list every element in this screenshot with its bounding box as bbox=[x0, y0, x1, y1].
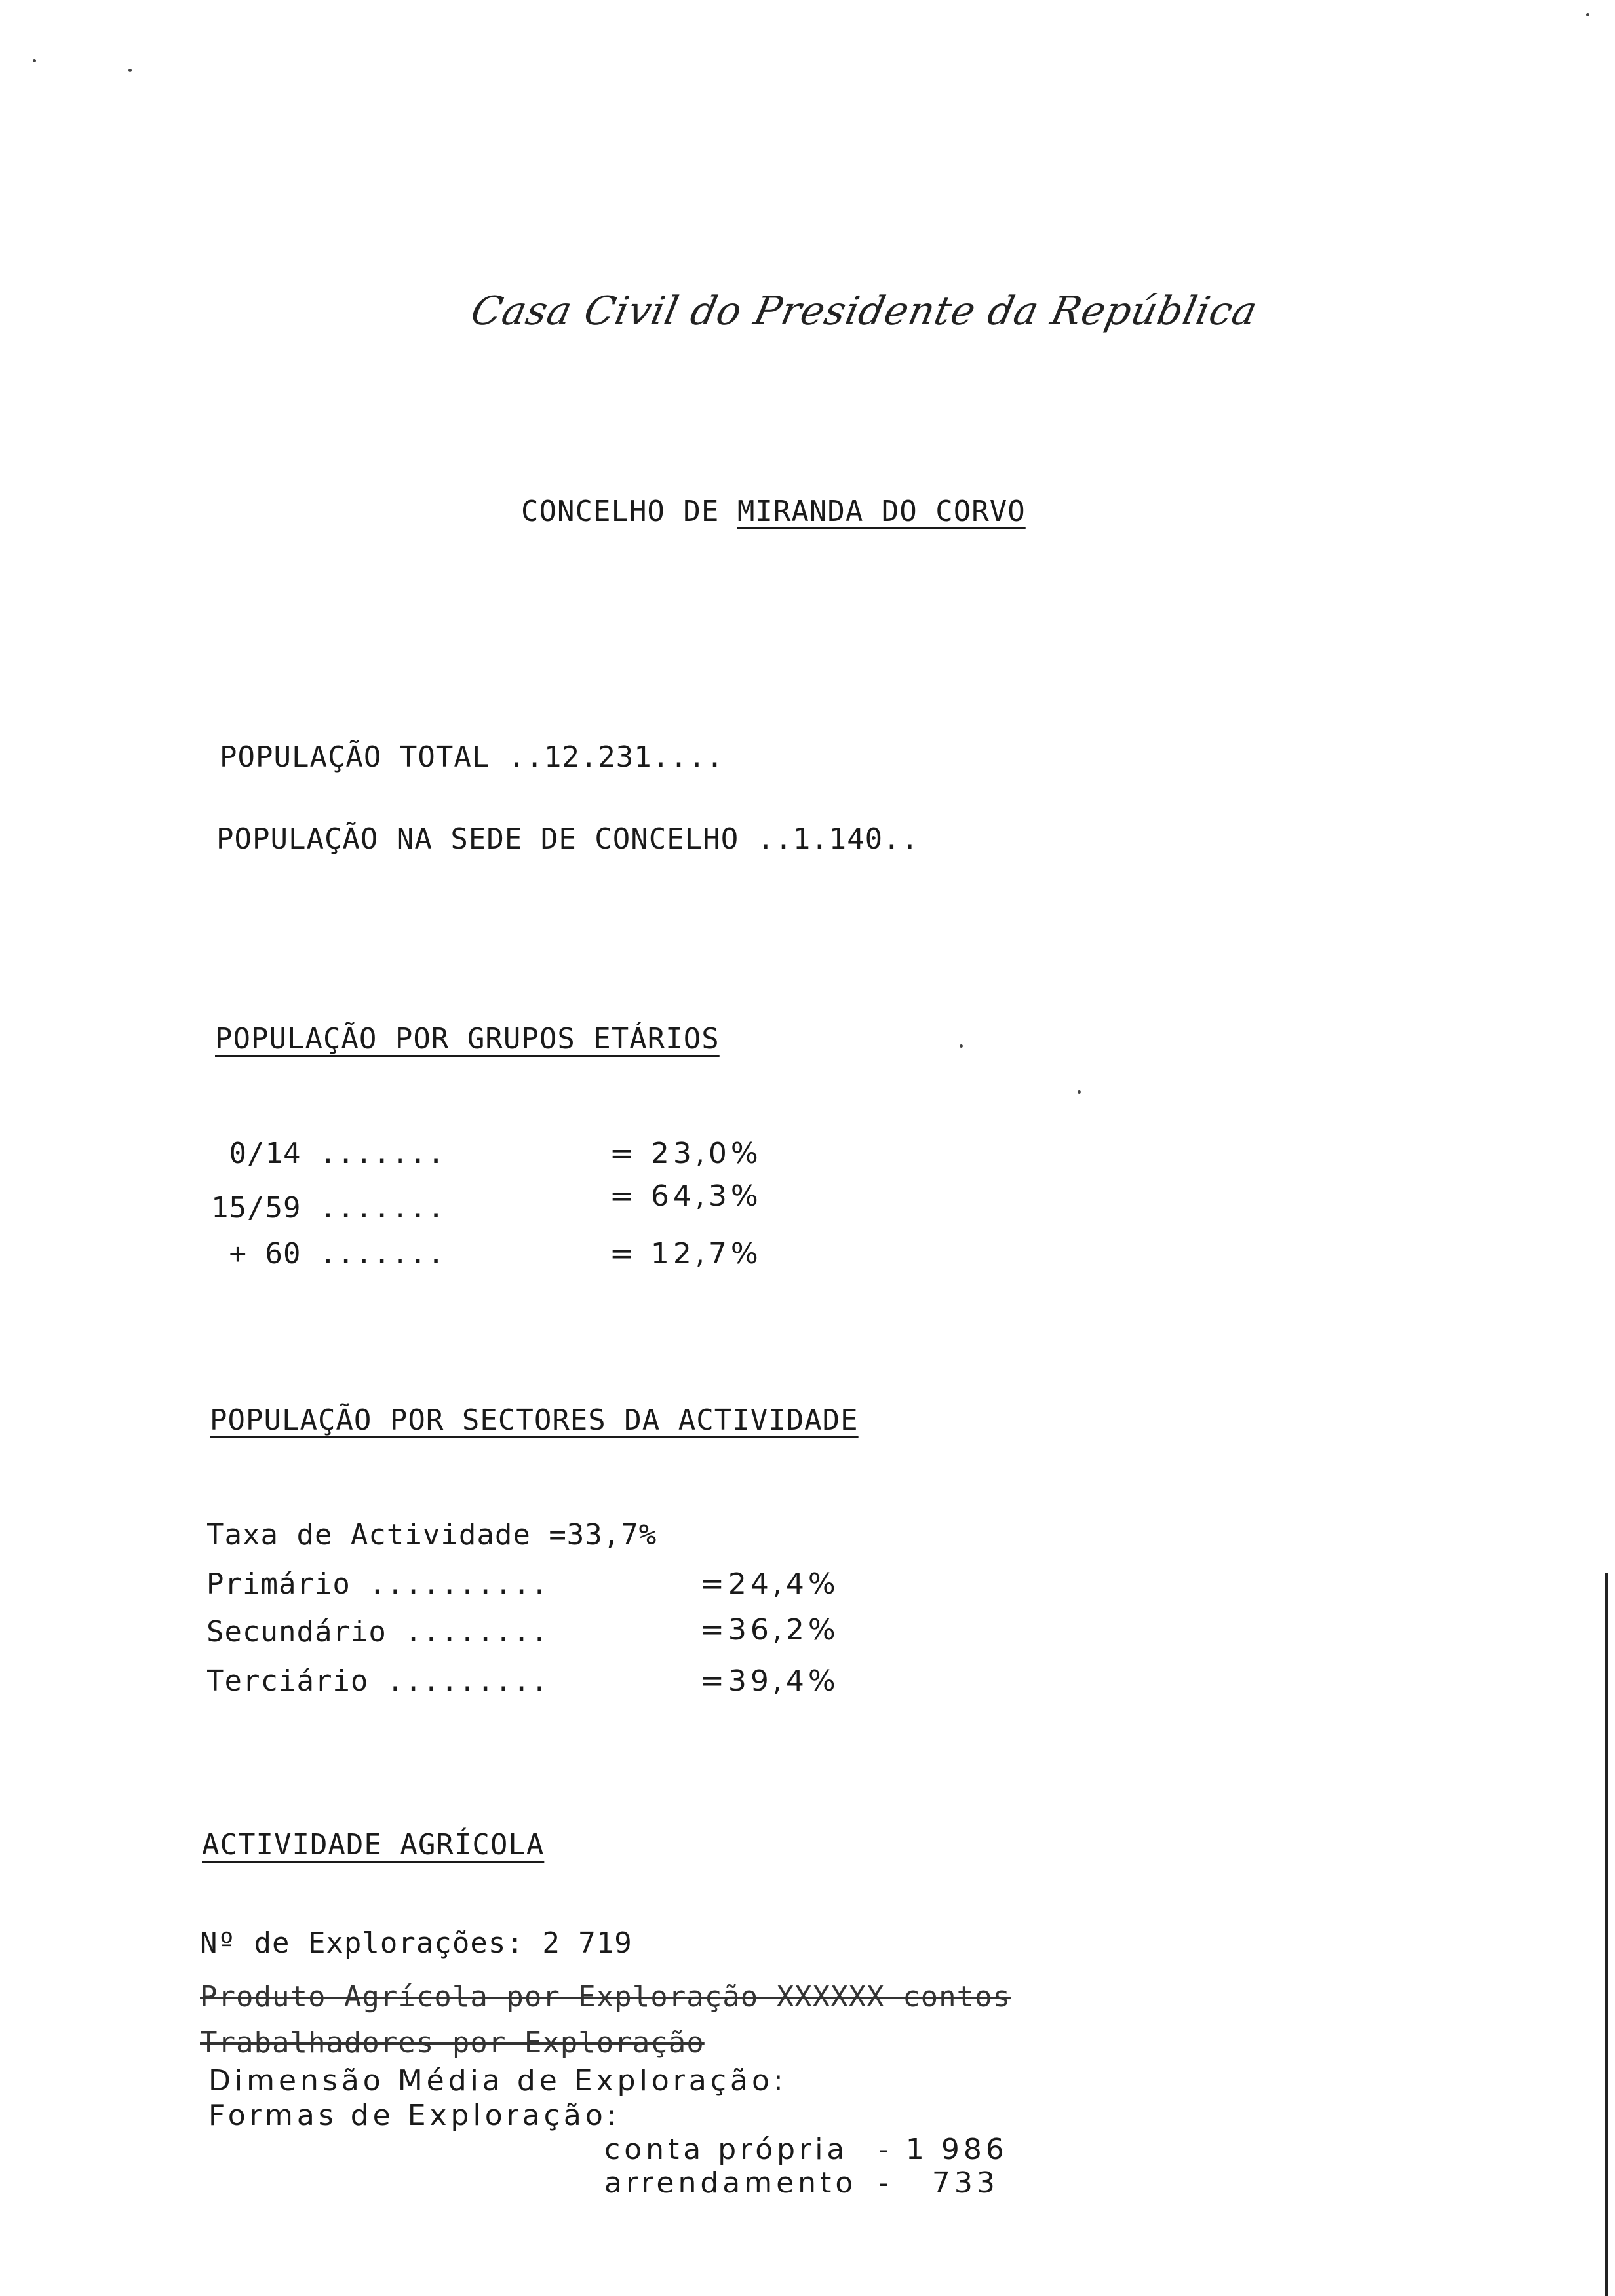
letterhead: Casa Civil do Presidente da República bbox=[467, 288, 1262, 334]
form-row-value: - 1 986 bbox=[878, 2133, 1008, 2166]
total-population-label: POPULAÇÃO TOTAL .. bbox=[220, 740, 544, 774]
sector-row-value: =39,4% bbox=[700, 1664, 840, 1698]
age-groups-title: POPULAÇÃO POR GRUPOS ETÁRIOS bbox=[215, 1022, 720, 1056]
seat-population-value: 1.140.. bbox=[792, 822, 920, 856]
seat-population bbox=[216, 822, 919, 856]
average-size-label: Dimensão Média de Exploração: bbox=[208, 2064, 787, 2097]
heading-prefix: CONCELHO DE bbox=[521, 495, 737, 528]
scan-speck bbox=[1078, 1090, 1081, 1094]
scan-edge-line bbox=[1605, 1573, 1608, 2296]
struck-line: Produto Agrícola por Exploração XXXXXX contos bbox=[200, 1980, 1011, 2014]
explorations-count: Nº de Explorações: 2 719 bbox=[200, 1926, 632, 1960]
sector-row-label: Terciário ......... bbox=[206, 1664, 549, 1698]
sectors-title: POPULAÇÃO POR SECTORES DA ACTIVIDADE bbox=[210, 1404, 859, 1437]
scan-speck bbox=[33, 59, 36, 62]
total-population bbox=[220, 740, 724, 774]
age-row-value: = 64,3% bbox=[610, 1179, 762, 1213]
age-row-label: 15/59 ....... bbox=[211, 1191, 446, 1225]
seat-population-label: POPULAÇÃO NA SEDE DE CONCELHO .. bbox=[216, 822, 793, 856]
form-row-value: - 733 bbox=[878, 2166, 999, 2200]
agriculture-title: ACTIVIDADE AGRÍCOLA bbox=[202, 1828, 545, 1862]
struck-line: Trabalhadores por Exploração bbox=[200, 2026, 705, 2059]
forms-label: Formas de Exploração: bbox=[208, 2099, 621, 2132]
age-row-value: = 12,7% bbox=[610, 1237, 762, 1271]
scan-speck bbox=[1586, 13, 1589, 16]
sector-row-label: Primário .......... bbox=[206, 1567, 549, 1601]
age-row-label: + 60 ....... bbox=[211, 1237, 446, 1271]
form-row-label: conta própria bbox=[604, 2133, 849, 2166]
total-population-value: 12.231.... bbox=[543, 740, 724, 774]
municipality-name: MIRANDA DO CORVO bbox=[737, 495, 1026, 528]
age-row-value: = 23,0% bbox=[610, 1137, 762, 1170]
sector-row-label: Secundário ........ bbox=[206, 1615, 549, 1649]
scan-speck bbox=[128, 69, 132, 72]
sector-row-value: =36,2% bbox=[700, 1613, 840, 1647]
form-row-label: arrendamento bbox=[604, 2166, 857, 2200]
age-row-label: 0/14 ....... bbox=[211, 1137, 446, 1170]
sector-row-value: =24,4% bbox=[700, 1567, 840, 1601]
scan-speck bbox=[960, 1044, 963, 1048]
activity-rate: Taxa de Actividade =33,7% bbox=[206, 1518, 657, 1552]
municipality-heading bbox=[521, 495, 1026, 528]
